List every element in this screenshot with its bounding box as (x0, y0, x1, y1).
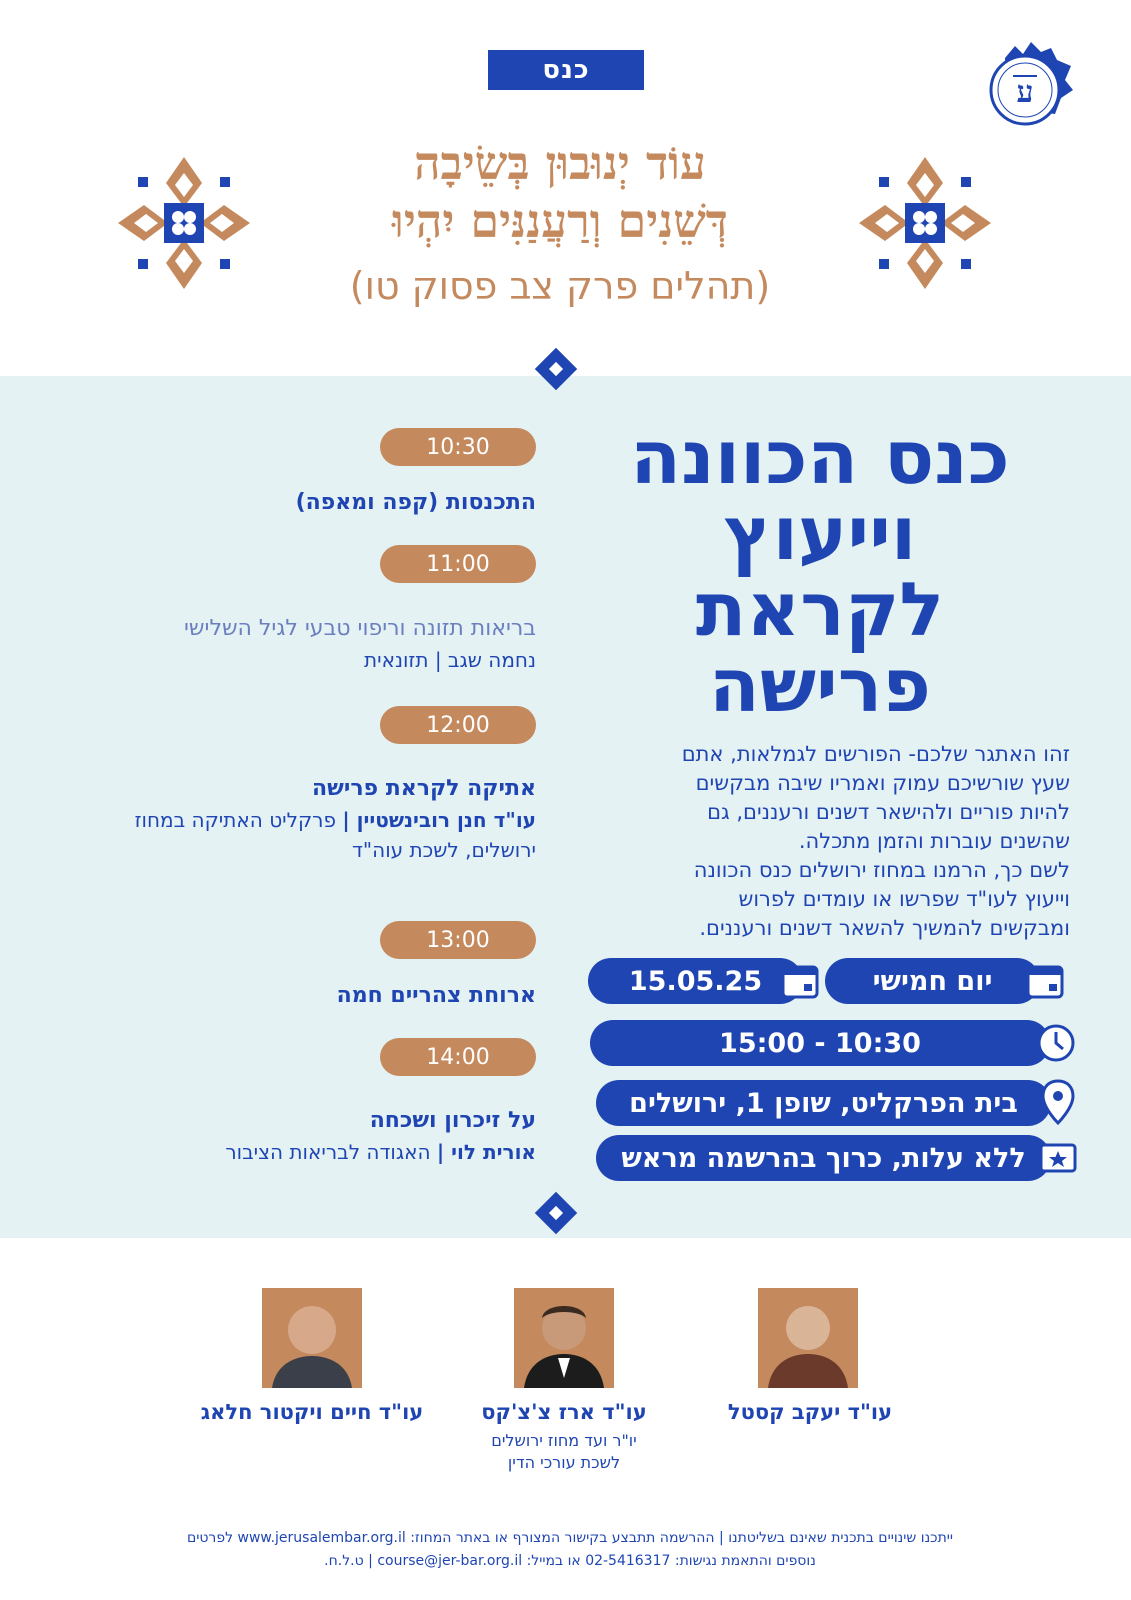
time-pill: 11:00 (380, 545, 536, 583)
clock-icon (1035, 1022, 1077, 1064)
session-speaker: נחמה שגב | תזונאית (363, 648, 536, 672)
ticket-star-icon (1038, 1140, 1078, 1176)
intro-line: שעץ שורשיכם עמוק ואמריו שיבה מבקשים (695, 771, 1070, 795)
session-speaker-line2: ירושלים, לשכת עוה"ד (352, 838, 536, 862)
time-pill: 14:00 (380, 1038, 536, 1076)
session-speaker (225, 1140, 536, 1164)
speaker-role: פרקליט האתיקה במחוז (134, 808, 343, 832)
cost-pill: ללא עלות, כרוך בהרשמה מראש (596, 1135, 1051, 1181)
svg-text:ע: ע (1016, 75, 1034, 110)
day-pill: יום חמישי (825, 958, 1040, 1004)
verse-line-2: דְּשֵׁנִים וְרַעֲנַנִּים יִהְיוּ (392, 194, 728, 248)
footer-line-1: ייתכנו שינויים בתכנית שאינם בשליטתנו | ההרשמה תתבצע בקישור המצורף או באתר המחוז: www.jerusalembar.org.il לפרטים (186, 1530, 954, 1546)
speaker-role: האגודה לבריאות הציבור (225, 1140, 437, 1164)
hours-pill: 15:00 - 10:30 (590, 1020, 1050, 1066)
main-title (580, 415, 1060, 729)
location-pin-icon (1040, 1078, 1076, 1126)
footer-line-2: נוספים והתאמת נגישות: 02-5416317 או במייל: course@jer-bar.org.il | ט.ל.ח. (324, 1553, 816, 1569)
time-pill: 12:00 (380, 706, 536, 744)
speaker-role: לשכת עורכי הדין (507, 1453, 621, 1472)
session-title: על זיכרון ושכחה (369, 1108, 536, 1133)
bar-association-logo (985, 38, 1077, 130)
intro-line: להיות פוריים ולהישאר דשנים ורעננים, גם (707, 800, 1070, 824)
speaker-photo (758, 1288, 858, 1388)
speaker-photo (514, 1288, 614, 1388)
session-speaker (135, 808, 536, 832)
session-title: בריאות תזונה וריפוי טבעי לגיל השלישי (184, 616, 536, 641)
main-title-line: לקראת (695, 567, 945, 653)
speaker-photo (262, 1288, 362, 1388)
main-title-line: פרישה (709, 643, 931, 729)
verse-line-1: עוֹד יְנוּבוּן בְּשֵׂיבָה (414, 136, 706, 190)
speaker-name: עו"ד ארז צ'צ'קס (481, 1400, 647, 1424)
intro-line: וייעוץ לעו"ד שפרשו או עומדים לפרוש (738, 887, 1070, 911)
calendar-icon (780, 962, 820, 1000)
time-pill: 10:30 (380, 428, 536, 466)
session-title: ארוחת צהריים חמה (336, 983, 536, 1008)
speaker-name: עו"ד חנן רובינשטיין | (342, 808, 536, 832)
speaker-name: אורית לוי | (436, 1140, 536, 1164)
calendar-icon (1025, 962, 1065, 1000)
intro-paragraph (600, 740, 1070, 943)
intro-line: לשם כך, הרמנו במחוז ירושלים כנס הכוונה (693, 858, 1070, 882)
date-pill: 15.05.25 (588, 958, 803, 1004)
verse-source: (תהלים פרק צב פסוק טו) (349, 264, 771, 308)
intro-line: ומבקשים להמשיך להשאר דשנים ורעננים. (699, 916, 1070, 940)
speaker-name: עו"ד יעקב קסטל (727, 1400, 893, 1424)
main-title-line: כנס הכוונה (630, 415, 1010, 501)
location-pill: בית הפרקליט, שופן 1, ירושלים (596, 1080, 1051, 1126)
session-title: התכנסות (קפה ומאפה) (295, 490, 536, 515)
speaker-role: יו"ר ועד מחוז ירושלים (491, 1431, 637, 1450)
event-type-badge: כנס (488, 50, 644, 90)
session-title: אתיקה לקראת פרישה (312, 776, 536, 801)
intro-line: זהו האתגר שלכם- הפורשים לגמלאות, אתם (681, 742, 1070, 766)
intro-line: שהשנים עוברות והזמן מתכלה. (798, 829, 1070, 853)
main-title-line: וייעוץ (723, 491, 917, 577)
speaker-name: עו"ד חיים ויקטור חלאג (200, 1400, 424, 1424)
time-pill: 13:00 (380, 921, 536, 959)
